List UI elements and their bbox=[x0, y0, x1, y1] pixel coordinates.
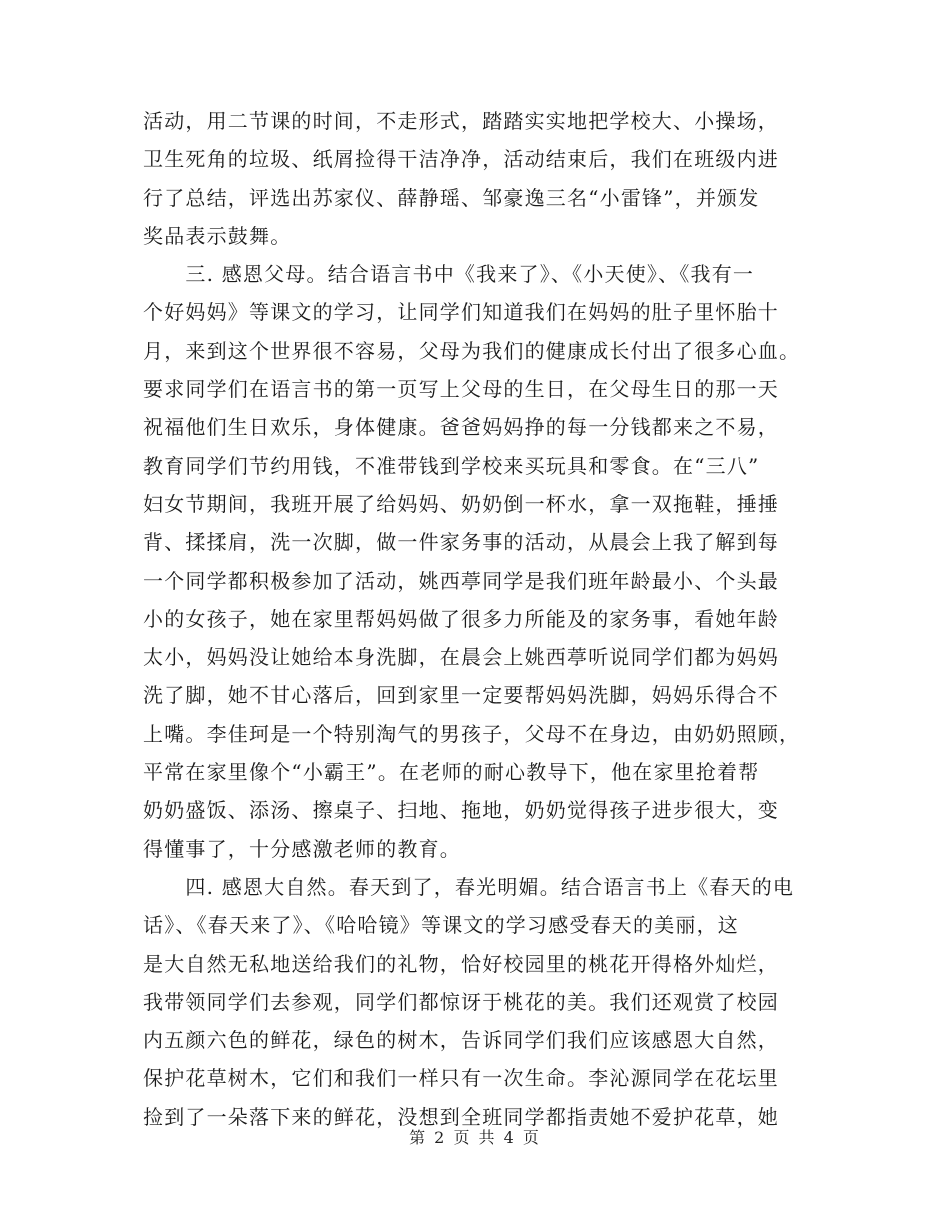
text-line: 上嘴。李佳珂是一个特别淘气的男孩子，父母不在身边，由奶奶照顾， bbox=[143, 721, 801, 746]
text-line: 洗了脚，她不甘心落后，回到家里一定要帮妈妈洗脚，妈妈乐得合不 bbox=[143, 683, 779, 708]
text-line: 四. 感恩大自然。春天到了，春光明媚。结合语言书上《春天的电 bbox=[143, 874, 795, 899]
text-line: 个好妈妈》等课文的学习，让同学们知道我们在妈妈的肚子里怀胎十 bbox=[143, 300, 779, 325]
text-line: 祝福他们生日欢乐，身体健康。爸爸妈妈挣的每一分钱都来之不易， bbox=[143, 415, 779, 440]
text-line: 月，来到这个世界很不容易，父母为我们的健康成长付出了很多心血。 bbox=[143, 338, 801, 363]
text-line: 内五颜六色的鲜花，绿色的树木，告诉同学们我们应该感恩大自然， bbox=[143, 1028, 779, 1053]
text-line: 我带领同学们去参观，同学们都惊讶于桃花的美。我们还观赏了校园 bbox=[143, 989, 779, 1014]
text-line: 太小，妈妈没让她给本身洗脚，在晨会上姚西葶听说同学们都为妈妈 bbox=[143, 645, 779, 670]
page-number-footer: 第 2 页 共 4 页 bbox=[409, 1128, 541, 1147]
text-line: 教育同学们节约用钱，不准带钱到学校来买玩具和零食。在“三八” bbox=[143, 453, 760, 478]
text-line: 三. 感恩父母。结合语言书中《我来了》、《小天使》、《我有一 bbox=[143, 262, 755, 287]
text-line: 要求同学们在语言书的第一页写上父母的生日，在父母生日的那一天 bbox=[143, 377, 779, 402]
text-line: 平常在家里像个“小霸王”。在老师的耐心教导下，他在家里抢着帮 bbox=[143, 760, 760, 785]
text-line: 小的女孩子，她在家里帮妈妈做了很多力所能及的家务事，看她年龄 bbox=[143, 606, 779, 631]
text-line: 行了总结，评选出苏家仪、薛静瑶、邹豪逸三名“小雷锋”，并颁发 bbox=[143, 185, 760, 210]
text-line: 保护花草树木，它们和我们一样只有一次生命。李沁源同学在花坛里 bbox=[143, 1066, 779, 1091]
text-line: 奶奶盛饭、添汤、擦桌子、扫地、拖地，奶奶觉得孩子进步很大，变 bbox=[143, 798, 779, 823]
body-text bbox=[143, 102, 808, 1136]
text-line: 是大自然无私地送给我们的礼物，恰好校园里的桃花开得格外灿烂， bbox=[143, 951, 779, 976]
text-line: 奖品表示鼓舞。 bbox=[143, 223, 292, 248]
text-line: 得懂事了，十分感激老师的教育。 bbox=[143, 836, 461, 861]
text-line: 背、揉揉肩，洗一次脚，做一件家务事的活动，从晨会上我了解到每 bbox=[143, 530, 779, 555]
text-line: 捡到了一朵落下来的鲜花，没想到全班同学都指责她不爱护花草，她 bbox=[143, 1104, 779, 1129]
text-line: 妇女节期间，我班开展了给妈妈、奶奶倒一杯水，拿一双拖鞋，捶捶 bbox=[143, 491, 779, 516]
text-line: 活动，用二节课的时间，不走形式，踏踏实实地把学校大、小操场， bbox=[143, 109, 779, 133]
text-line: 话》、《春天来了》、《哈哈镜》等课文的学习感受春天的美丽，这 bbox=[143, 913, 739, 938]
text-line: 卫生死角的垃圾、纸屑捡得干洁净净，活动结束后，我们在班级内进 bbox=[143, 147, 779, 172]
text-line: 一个同学都积极参加了活动，姚西葶同学是我们班年龄最小、个头最 bbox=[143, 568, 779, 593]
